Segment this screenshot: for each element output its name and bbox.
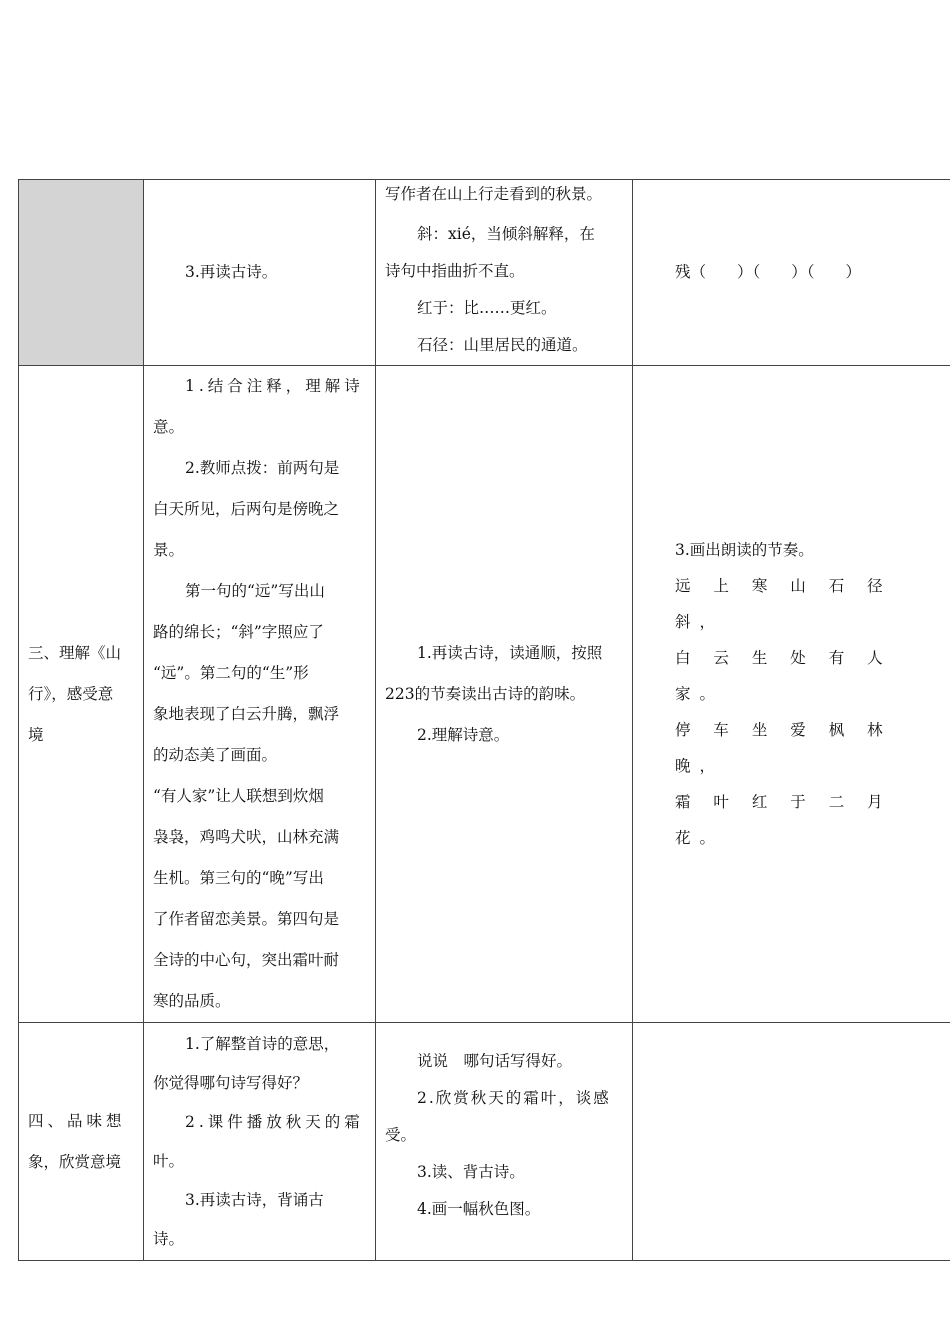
- text-line: 了作者留恋美景。第四句是: [153, 910, 340, 928]
- poem-line: 白 云 生 处 有 人 家。: [675, 649, 892, 703]
- stage-label: 行》，感受意: [28, 684, 114, 703]
- text-line: 2.课件播放秋天的霜: [185, 1112, 364, 1131]
- teacher-activity-cell: [144, 366, 376, 1023]
- text-line: 1.了解整首诗的意思，: [185, 1034, 340, 1053]
- text-line: 2.理解诗意。: [417, 725, 510, 744]
- design-cell: [633, 366, 950, 1023]
- text-line: 诗。: [153, 1229, 185, 1248]
- student-activity-cell: [376, 180, 633, 366]
- text-line: 说说 哪句话写得好。: [417, 1052, 573, 1070]
- table-row: [19, 180, 950, 366]
- text-line: 写作者在山上行走看到的秋景。: [385, 185, 603, 203]
- text-line: 1.结合注释，理解诗: [185, 377, 364, 395]
- text-line: 意。: [153, 418, 185, 436]
- table-row: [19, 366, 950, 1023]
- text-line: 4.画一幅秋色图。: [417, 1200, 541, 1218]
- text-line: 你觉得哪句诗写得好？: [153, 1073, 309, 1092]
- text-line: 3.再读古诗。: [185, 263, 278, 281]
- text-line: 红于：比……更红。: [417, 299, 557, 317]
- lesson-plan-table: [18, 179, 950, 1261]
- table-row: [19, 1023, 950, 1261]
- student-activity-cell: [376, 1023, 633, 1261]
- teacher-activity-cell: [144, 1023, 376, 1261]
- text-line: “有人家”让人联想到炊烟: [153, 787, 324, 805]
- text-line: 路的绵长；“斜”字照应了: [153, 623, 324, 641]
- text-line: 的动态美了画面。: [153, 746, 278, 764]
- text-line: 受。: [385, 1126, 417, 1144]
- stage-label: 象，欣赏意境: [28, 1152, 122, 1171]
- text-line: 寒的品质。: [153, 992, 231, 1010]
- text-line: 223的节奏读出古诗的韵味。: [385, 684, 586, 703]
- student-activity-cell: [376, 366, 633, 1023]
- stage-cell: [19, 1023, 144, 1261]
- text-line: 全诗的中心句，突出霜叶耐: [153, 951, 340, 969]
- text-line: 白天所见，后两句是傍晚之: [153, 500, 340, 518]
- text-line: 袅袅，鸡鸣犬吠，山林充满: [153, 828, 340, 846]
- stage-cell: [19, 180, 144, 366]
- text-line: 3.画出朗读的节奏。: [675, 541, 814, 559]
- text-line: 象地表现了白云升腾，飘浮: [153, 705, 340, 723]
- text-line: 景。: [153, 541, 185, 559]
- text-line: 3.再读古诗，背诵古: [185, 1190, 324, 1209]
- text-line: 生机。第三句的“晚”写出: [153, 869, 324, 887]
- poem-line: 停 车 坐 爱 枫 林 晚，: [675, 721, 892, 775]
- text-line: 2.欣赏秋天的霜叶，谈感: [417, 1089, 611, 1107]
- text-line: 斜：xié，当倾斜解释，在: [417, 225, 595, 243]
- stage-label: 四、品味想: [28, 1111, 126, 1130]
- text-line: 3.读、背古诗。: [417, 1163, 525, 1181]
- text-line: 第一句的“远”写出山: [185, 582, 325, 600]
- stage-cell: [19, 366, 144, 1023]
- stage-label: 境: [28, 725, 44, 744]
- text-line: 残（ ）（ ）（ ）: [675, 263, 862, 281]
- text-line: 石径：山里居民的通道。: [417, 336, 588, 354]
- poem-line: 霜 叶 红 于 二 月 花。: [675, 793, 892, 847]
- design-cell: [633, 1023, 950, 1261]
- text-line: 叶。: [153, 1151, 185, 1170]
- design-cell: [633, 180, 950, 366]
- text-line: 诗句中指曲折不直。: [385, 262, 525, 280]
- text-line: “远”。第二句的“生”形: [153, 664, 309, 682]
- text-line: 2.教师点拨：前两句是: [185, 459, 340, 477]
- poem-line: 远 上 寒 山 石 径 斜，: [675, 577, 892, 631]
- stage-label: 三、理解《山: [28, 643, 122, 662]
- text-line: 1.再读古诗，读通顺，按照: [417, 643, 603, 662]
- teacher-activity-cell: [144, 180, 376, 366]
